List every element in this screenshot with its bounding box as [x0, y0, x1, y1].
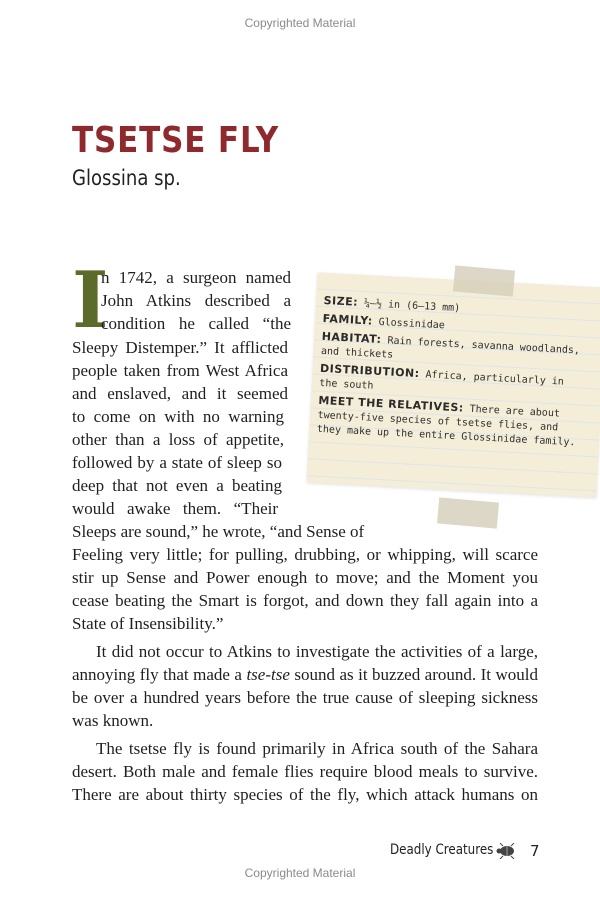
body-line: cease beating the Smart is forgot, and down they fall again into a [72, 591, 538, 610]
fact-value: ¼–½ in (6–13 mm) [363, 298, 461, 315]
body-line: and enslaved, and it seemed [72, 384, 288, 403]
running-footer-title: Deadly Creatures [390, 842, 494, 858]
watermark-bottom: Copyrighted Material [244, 866, 356, 880]
fact-label: HABITAT: [321, 329, 382, 347]
fact-card [306, 268, 600, 500]
fact-label: MEET THE RELATIVES: [318, 393, 465, 415]
body-line: people taken from West Africa [72, 361, 288, 380]
page-title: TSETSE FLY [72, 120, 279, 161]
body-line: desert. Both male and female flies require blood meals to survive. [72, 762, 538, 781]
fact-value: Glossinidae [378, 316, 446, 332]
body-line: stir up Sense and Power enough to move; and the Moment you [72, 568, 538, 587]
body-line: annoying fly that made a tse-tse sound as it buzzed around. It would [72, 665, 538, 684]
fact-label: FAMILY: [322, 311, 374, 328]
body-line: John Atkins described a [101, 291, 291, 310]
scientific-name: Glossina sp. [72, 166, 181, 190]
body-line: to come on with no warning [72, 407, 284, 426]
fact-card-text [316, 294, 585, 454]
body-line: would awake them. “Their [72, 499, 278, 518]
tape-top [453, 265, 515, 296]
body-line: It did not occur to Atkins to investigate the activities of a large, [96, 642, 538, 661]
body-line: be over a hundred years before the true cause of sleeping sickness [72, 688, 538, 707]
body-line: Feeling very little; for pulling, drubbing, or whipping, will scarce [72, 545, 538, 564]
body-line: State of Insensibility.” [72, 614, 224, 633]
fact-label: SIZE: [323, 294, 359, 309]
drop-cap: I [72, 255, 109, 346]
body-line: followed by a state of sleep so [72, 453, 282, 472]
page-number: 7 [530, 842, 540, 860]
body-line: condition he called “the [101, 314, 291, 333]
body-line: There are about thirty species of the fly, which attack humans on [72, 785, 538, 804]
fact-value: Rain forests, savanna woodlands, and thickets [320, 335, 581, 361]
body-line: other than a loss of appetite, [72, 430, 284, 449]
fact-value: Africa, particularly in the south [319, 369, 565, 392]
body-line: Sleeps are sound,” he wrote, “and Sense of [72, 522, 365, 541]
fact-value: There are about twenty-five species of tsetse flies, and they make up the entire Glossinidae family. [316, 403, 576, 449]
body-line: Sleepy Distemper.” It afflicted [72, 338, 288, 357]
beetle-icon [494, 843, 520, 859]
fact-label: DISTRIBUTION: [319, 361, 420, 381]
body-line: was known. [72, 711, 154, 730]
watermark-top: Copyrighted Material [244, 16, 356, 30]
body-line: deep that not even a beating [72, 476, 282, 495]
tape-bottom [437, 497, 499, 528]
body-line: n 1742, a surgeon named [101, 268, 291, 287]
body-line: The tsetse fly is found primarily in Africa south of the Sahara [96, 739, 538, 758]
